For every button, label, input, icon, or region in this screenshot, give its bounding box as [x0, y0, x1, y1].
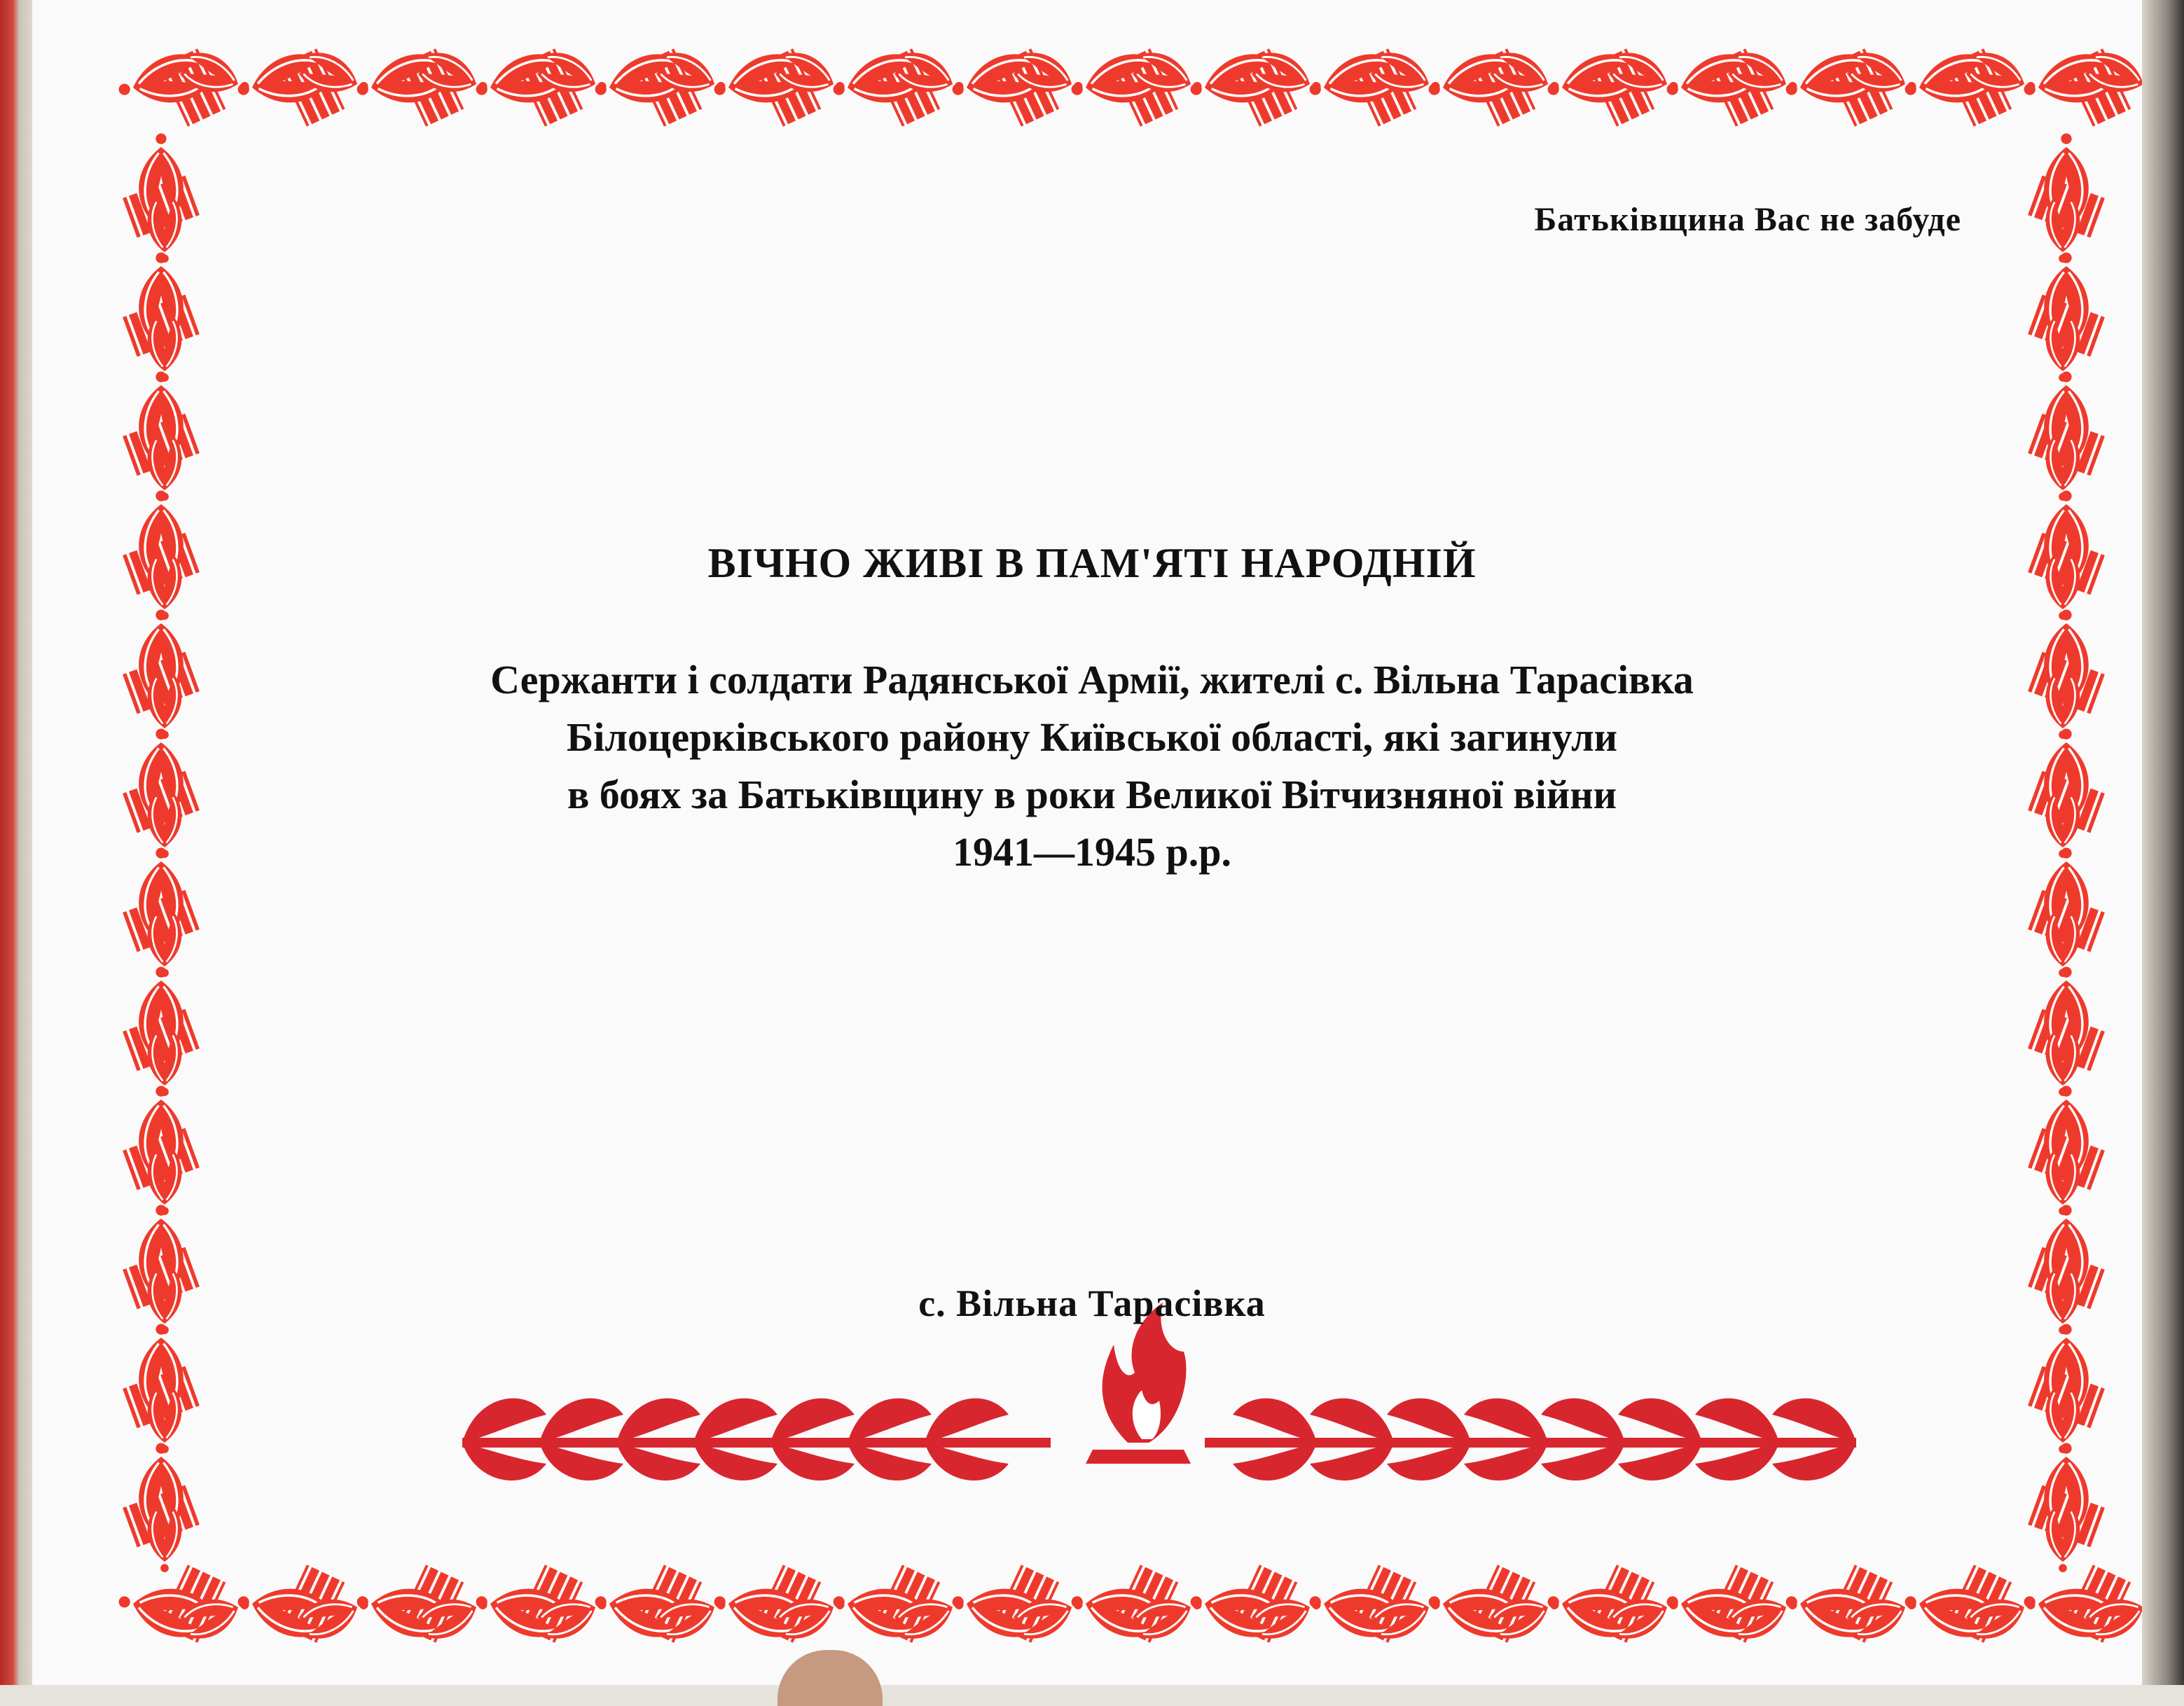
dedication-text [0, 651, 2184, 881]
book-page-edge [2142, 0, 2184, 1685]
village-name: с. Вільна Тарасівка [918, 1282, 1266, 1324]
dedication-line: Білоцерківського району Київської області, які загинули [566, 714, 1618, 760]
eternal-flame-icon [1086, 1303, 1191, 1464]
page-heading: ВІЧНО ЖИВІ В ПАМ'ЯТІ НАРОДНІЙ [707, 540, 1477, 586]
dedication-line: 1941—1945 р.р. [952, 829, 1231, 875]
motto-text: Батьківщина Вас не забуде [1534, 201, 1961, 238]
laurel-branch-left [462, 1399, 1051, 1480]
dedication-line: в боях за Батьківщину в роки Великої Вітчизняної війни [567, 772, 1617, 817]
laurel-branch-right [1205, 1399, 1856, 1480]
dedication-line: Сержанти і солдати Радянської Армії, жителі с. Вільна Тарасівка [490, 657, 1694, 702]
